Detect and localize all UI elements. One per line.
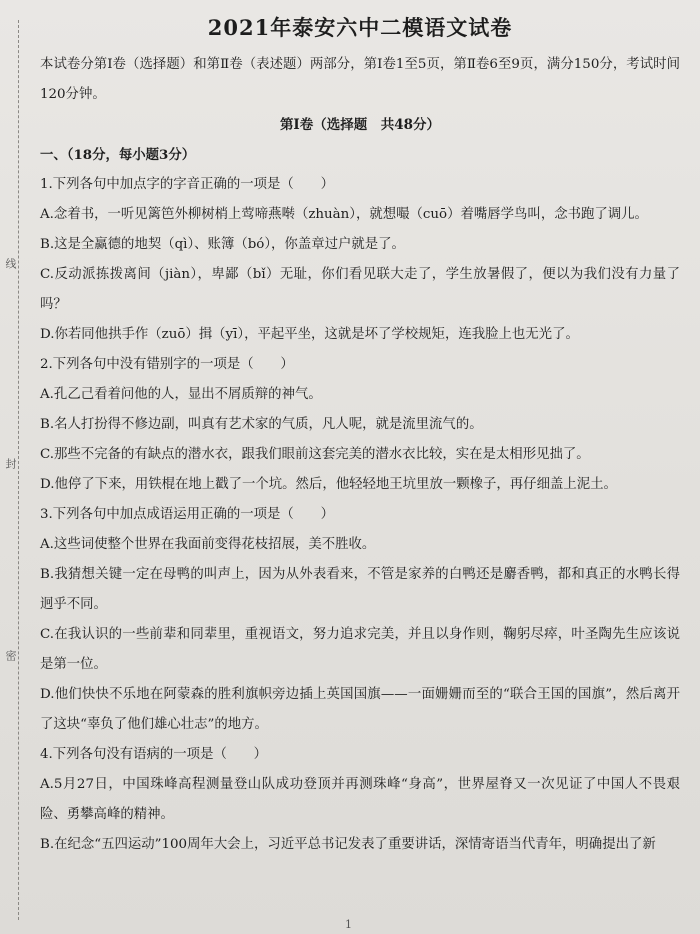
option-b: B.我猜想关键一定在母鸭的叫声上，因为从外表看来，不管是家养的白鸭还是麝香鸭，都和真正的水鸭长得迥乎不同。 [40,567,680,612]
page-number: 1 [345,918,352,931]
document-content [40,10,680,860]
question-stem: 3.下列各句中加点成语运用正确的一项是（ ） [40,507,334,522]
option-d: D.他停了下来，用铁棍在地上戳了一个坑。然后，他轻轻地王坑里放一颗橡子，再仔细盖上泥土。 [40,477,617,492]
question-stem: 4.下列各句没有语病的一项是（ ） [40,747,268,762]
part-title: 一、（18分，每小题3分） [40,147,196,163]
option-a: A.孔乙己看着问他的人，显出不屑质辩的神气。 [40,387,322,402]
question-3 [40,500,680,740]
question-2 [40,350,680,500]
option-c: C.那些不完备的有缺点的潜水衣，跟我们眼前这套完美的潜水衣比较，实在是太相形见拙了。 [40,447,590,462]
question-1 [40,170,680,350]
option-a: A.5月27日，中国珠峰高程测量登山队成功登顶并再测珠峰“身高”，世界屋脊又一次见证了中国人不畏艰险、勇攀高峰的精神。 [40,777,680,822]
margin-mark-line: 线 [4,258,17,271]
option-c: C.在我认识的一些前辈和同辈里，重视语文，努力追求完美，并且以身作则，鞠躬尽瘁，叶圣陶先生应该说是第一位。 [40,627,680,672]
option-a: A.念着书，一听见篱笆外柳树梢上莺啼燕啭（zhuàn），就想嘬（cuō）着嘴唇学鸟叫，念书跑了调儿。 [40,207,648,222]
option-b: B.在纪念“五四运动”100周年大会上，习近平总书记发表了重要讲话，深情寄语当代青年，明确提出了新 [40,837,656,852]
question-4 [40,740,680,860]
section-title: 第Ⅰ卷（选择题 共48分） [279,117,441,133]
margin-mark-seal: 封 [4,458,17,471]
question-stem: 2.下列各句中没有错别字的一项是（ ） [40,357,294,372]
exam-intro: 本试卷分第Ⅰ卷（选择题）和第Ⅱ卷（表述题）两部分，第Ⅰ卷1至5页，第Ⅱ卷6至9页，满分150分，考试时间120分钟。 [40,57,680,102]
option-c: C.反动派拣拨离间（jiàn），卑鄙（bǐ）无耻，你们看见联大走了，学生放暑假了，便以为我们没有力量了吗？ [40,267,680,312]
question-stem: 1.下列各句中加点字的字音正确的一项是（ ） [40,177,334,192]
option-b: B.这是全赢德的地契（qì）、账簿（bó），你盖章过户就是了。 [40,237,405,252]
option-b: B.名人打扮得不修边副，叫真有艺术家的气质，凡人呢，就是流里流气的。 [40,417,483,432]
exam-title: 2021年泰安六中二模语文试卷 [207,15,513,40]
margin-mark-secret: 密 [4,650,17,663]
option-d: D.他们快快不乐地在阿蒙森的胜利旗帜旁边插上英国国旗——一面姗姗而至的“联合王国的国旗”，然后离开了这块“辜负了他们雄心壮志”的地方。 [40,687,680,732]
option-a: A.这些词使整个世界在我面前变得花枝招展，美不胜收。 [40,537,376,552]
option-d: D.你若同他拱手作（zuō）揖（yī），平起平坐，这就是坏了学校规矩，连我脸上也无光了。 [40,327,579,342]
